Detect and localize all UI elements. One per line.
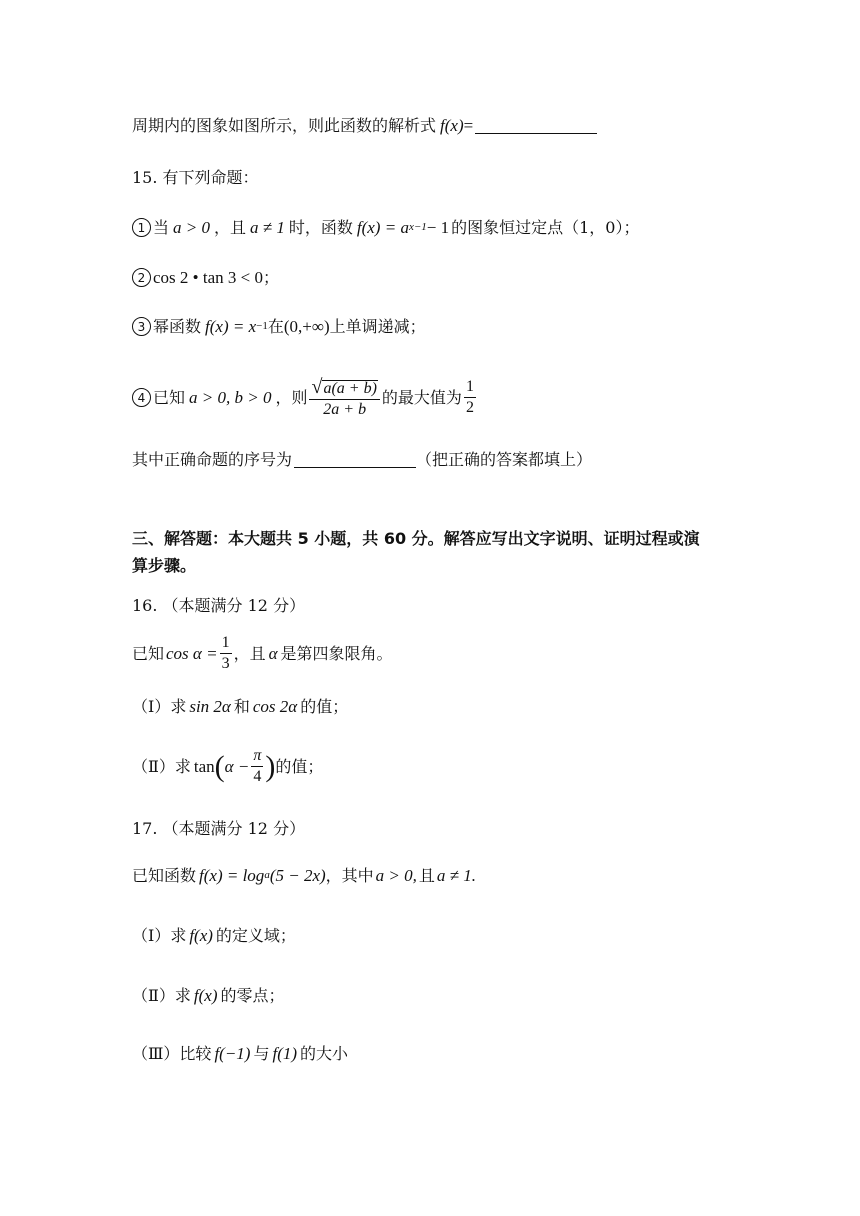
q15-p1-math3: f(x) = a bbox=[356, 218, 409, 237]
q17-given-math1: f(x) = log bbox=[199, 866, 265, 885]
q16-given-text-a: 已知 bbox=[132, 643, 165, 663]
q15-title bbox=[132, 170, 820, 186]
q15-p4-frac-denominator: 2a + b bbox=[323, 401, 367, 418]
q16-given bbox=[132, 635, 820, 672]
q15-p3-text-b: 在 bbox=[267, 316, 284, 336]
q15-p4-fraction: √ a(a + b) 2a + b bbox=[309, 377, 379, 418]
q17-title-text: 17. （本题满分 12 分） bbox=[132, 819, 306, 838]
q15-p3-text-c: 上单调递减； bbox=[329, 316, 426, 336]
section3-heading-text2: 算步骤。 bbox=[132, 556, 197, 575]
q16-frac-den: 3 bbox=[221, 655, 230, 672]
q15-title-text: 15. 有下列命题： bbox=[132, 168, 259, 187]
q15-p4-text-c: 的最大值为 bbox=[381, 387, 462, 407]
q15-p4-value-fraction bbox=[464, 379, 476, 416]
q16-part1-label: （Ⅰ）求 bbox=[132, 696, 187, 716]
q16-part1 bbox=[132, 698, 820, 715]
circled-number-3: 3 bbox=[132, 317, 151, 336]
q16-part2-tan: tan bbox=[193, 757, 215, 776]
q15-p4-math1: a > 0, b > 0 bbox=[189, 388, 272, 407]
q16-part1-math1: sin 2α bbox=[189, 697, 231, 716]
q15-p4-text-b: ，则 bbox=[275, 387, 308, 407]
q17-part1 bbox=[132, 927, 820, 944]
q15-answer-line bbox=[132, 451, 820, 468]
q16-part2-label: （Ⅱ）求 bbox=[132, 756, 191, 776]
q15-p1-math2: a ≠ 1 bbox=[250, 218, 285, 237]
q15-p4-frac-numerator: a(a + b) bbox=[323, 380, 377, 397]
q16-part2-frac-den: 4 bbox=[253, 768, 262, 785]
q17-given-math3: a > 0, bbox=[375, 866, 417, 885]
q15-p3-math2: (0,+∞) bbox=[283, 317, 330, 336]
q15-p1-text-a: 当 bbox=[153, 217, 170, 237]
left-paren: ( bbox=[214, 749, 225, 783]
q15-p1-math1: a > 0 bbox=[173, 218, 210, 237]
q15-prop3 bbox=[132, 317, 820, 336]
q15-p4-val-num: 1 bbox=[464, 379, 476, 398]
circled-number-1: 1 bbox=[132, 218, 151, 237]
q15-p2-tail: ； bbox=[262, 267, 279, 287]
q16-given-text-c: 是第四象限角。 bbox=[280, 643, 393, 663]
q14-fx: f(x) bbox=[440, 116, 464, 135]
q15-p1-text-b: ，且 bbox=[214, 217, 247, 237]
q15-answer-blank[interactable] bbox=[294, 451, 416, 468]
q15-answer-prompt: 其中正确命题的序号为 bbox=[132, 449, 293, 469]
q17-log-base: a bbox=[264, 869, 270, 881]
q17-given-text-a: 已知函数 bbox=[132, 865, 197, 885]
q17-part2-math: f(x) bbox=[193, 986, 218, 1005]
q15-p1-text-c: 时，函数 bbox=[288, 217, 353, 237]
q17-part3-label: （Ⅲ）比较 bbox=[132, 1043, 212, 1063]
q16-part2 bbox=[132, 748, 820, 785]
section3-heading-line1 bbox=[132, 531, 820, 547]
q16-given-fraction bbox=[220, 635, 232, 672]
q16-part2-text-b: 的值； bbox=[275, 756, 324, 776]
q17-given bbox=[132, 867, 820, 884]
q15-p2-math: cos 2 • tan 3 < 0 bbox=[153, 268, 263, 287]
q15-p4-val-den: 2 bbox=[465, 399, 474, 416]
section3-heading-text1: 三、解答题：本大题共 5 小题，共 60 分。解答应写出文字说明、证明过程或演 bbox=[132, 529, 700, 548]
q17-part3-math2: f(1) bbox=[272, 1044, 298, 1063]
q16-part2-inner: α − bbox=[224, 757, 250, 776]
circled-number-2: 2 bbox=[132, 268, 151, 287]
q16-part1-text-b: 的值； bbox=[300, 696, 349, 716]
q15-answer-note: （把正确的答案都填上） bbox=[416, 449, 593, 469]
circled-number-4: 4 bbox=[132, 388, 151, 407]
q15-p3-exponent: −1 bbox=[256, 320, 268, 332]
q17-title bbox=[132, 821, 820, 837]
q14-tail-text: 周期内的图象如图所示，则此函数的解析式 bbox=[132, 115, 437, 135]
q15-prop2 bbox=[132, 268, 820, 287]
q17-given-text-b: ，其中 bbox=[325, 865, 374, 885]
q14-answer-blank[interactable] bbox=[475, 117, 597, 134]
q17-part3-math1: f(−1) bbox=[214, 1044, 251, 1063]
q15-p1-exponent: x−1 bbox=[408, 221, 427, 233]
q17-part1-text-b: 的定义域； bbox=[215, 925, 296, 945]
q16-part1-math2: cos 2α bbox=[252, 697, 298, 716]
q17-part2 bbox=[132, 987, 820, 1004]
q15-prop1 bbox=[132, 218, 820, 237]
q15-p1-text-d: 的图象恒过定点（1，0）； bbox=[451, 217, 640, 237]
q16-given-text-b: ，且 bbox=[233, 643, 266, 663]
q17-given-math4: a ≠ 1. bbox=[436, 866, 477, 885]
q16-part2-fraction bbox=[251, 748, 263, 785]
q15-p3-math1: f(x) = x bbox=[205, 317, 257, 336]
q17-given-text-c: 且 bbox=[418, 865, 435, 885]
q16-alpha: α bbox=[268, 644, 278, 663]
section3-heading-line2 bbox=[132, 558, 820, 574]
q16-part1-text-a: 和 bbox=[233, 696, 250, 716]
q14-eq: = bbox=[463, 116, 474, 135]
right-paren: ) bbox=[265, 749, 276, 783]
q17-part3 bbox=[132, 1045, 820, 1062]
q17-part3-text-b: 的大小 bbox=[300, 1043, 349, 1063]
q17-part1-math: f(x) bbox=[189, 926, 213, 945]
q17-part1-label: （Ⅰ）求 bbox=[132, 925, 187, 945]
q16-title bbox=[132, 598, 820, 614]
q17-part2-label: （Ⅱ）求 bbox=[132, 985, 191, 1005]
q15-p1-math4: − 1 bbox=[426, 218, 450, 237]
q17-part3-text-a: 与 bbox=[253, 1043, 270, 1063]
q15-prop4 bbox=[132, 377, 820, 418]
q16-given-math: cos α = bbox=[166, 644, 218, 663]
q16-part2-frac-num: π bbox=[251, 748, 263, 767]
q16-title-text: 16. （本题满分 12 分） bbox=[132, 596, 306, 615]
q15-p4-text-a: 已知 bbox=[153, 387, 186, 407]
q16-frac-num: 1 bbox=[220, 635, 232, 654]
q17-given-math2: (5 − 2x) bbox=[269, 866, 326, 885]
q14-tail-line bbox=[132, 117, 820, 134]
q17-part2-text-b: 的零点； bbox=[220, 985, 285, 1005]
q15-p3-text-a: 幂函数 bbox=[153, 316, 202, 336]
